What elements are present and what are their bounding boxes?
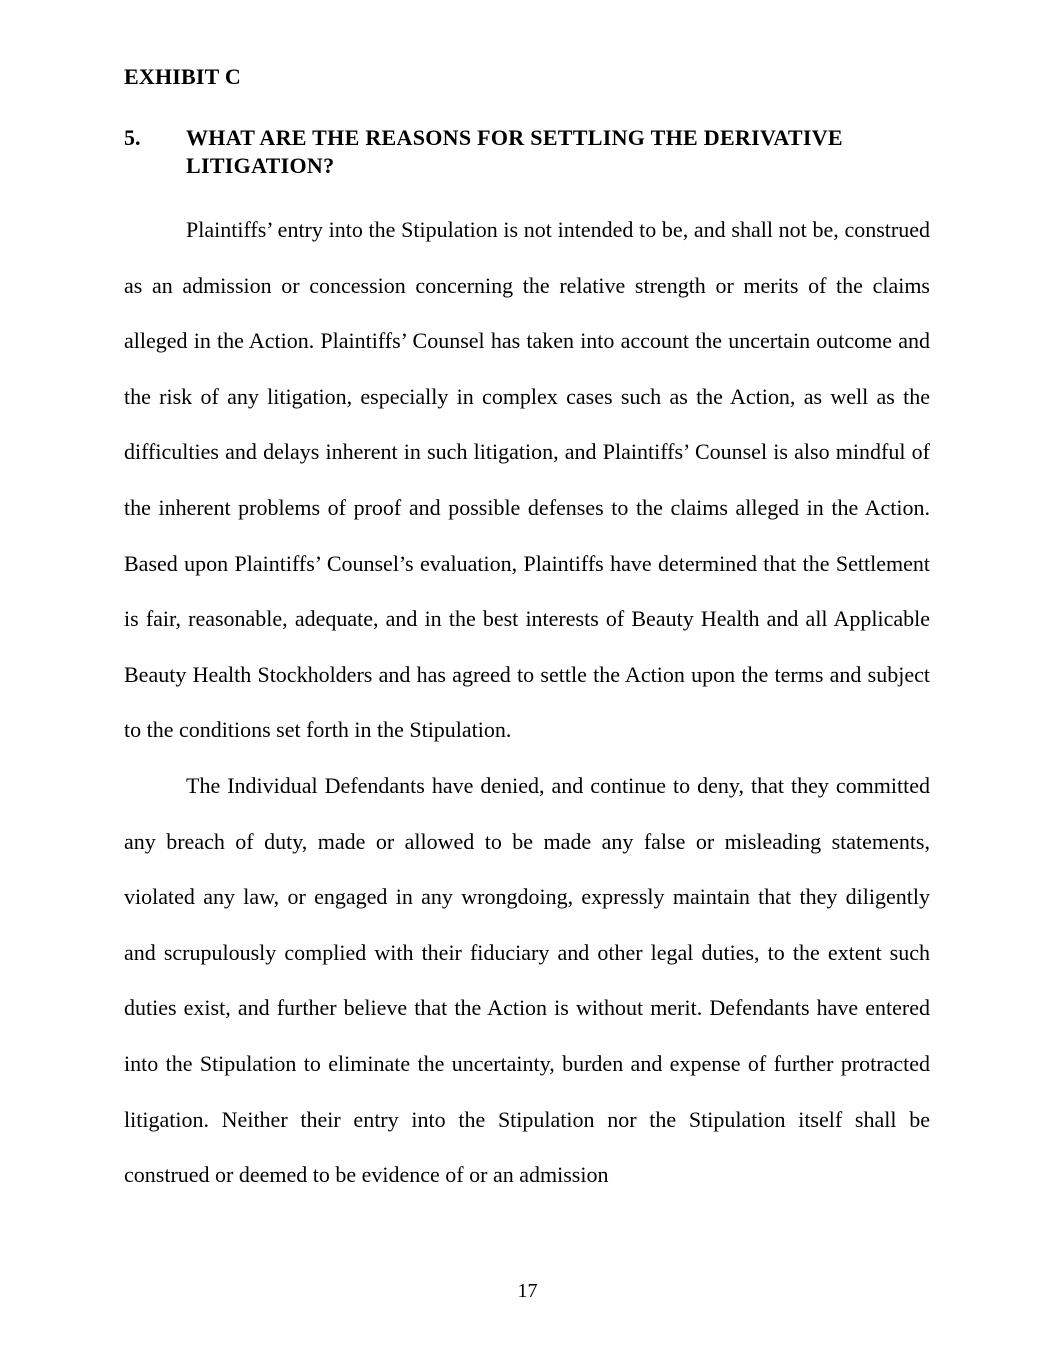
- section-heading: [124, 124, 930, 180]
- paragraph-individual-defendants: The Individual Defendants have denied, and continue to deny, that they committed any breach of duty, made or allowed to be made any false or misleading statements, violated any law, or engaged in any wrongdoing, expressly maintain that they diligently and scrupulously complied with their fiduciary and other legal duties, to the extent such duties exist, and further believe that the Action is without merit. Defendants have entered into the Stipulation to eliminate the uncertainty, burden and expense of further protracted litigation. Neither their entry into the Stipulation nor the Stipulation itself shall be construed or deemed to be evidence of or an admission: [124, 772, 930, 1188]
- body-text: [124, 202, 930, 1203]
- page-number: 17: [517, 1280, 538, 1302]
- section-number: 5.: [124, 125, 141, 150]
- exhibit-label: EXHIBIT C: [124, 64, 241, 89]
- section-title: WHAT ARE THE REASONS FOR SETTLING THE DERIVATIVE LITIGATION?: [186, 125, 843, 178]
- paragraph-plaintiffs-entry: Plaintiffs’ entry into the Stipulation is not intended to be, and shall not be, construed as an admission or concession concerning the relative strength or merits of the claims alleged in the Action. Plaintiffs’ Counsel has taken into account the uncertain outcome and the risk of any litigation, especially in complex cases such as the Action, as well as the difficulties and delays inherent in such litigation, and Plaintiffs’ Counsel is also mindful of the inherent problems of proof and possible defenses to the claims alleged in the Action. Based upon Plaintiffs’ Counsel’s evaluation, Plaintiffs have determined that the Settlement is fair, reasonable, adequate, and in the best interests of Beauty Health and all Applicable Beauty Health Stockholders and has agreed to settle the Action upon the terms and subject to the conditions set forth in the Stipulation.: [124, 217, 930, 743]
